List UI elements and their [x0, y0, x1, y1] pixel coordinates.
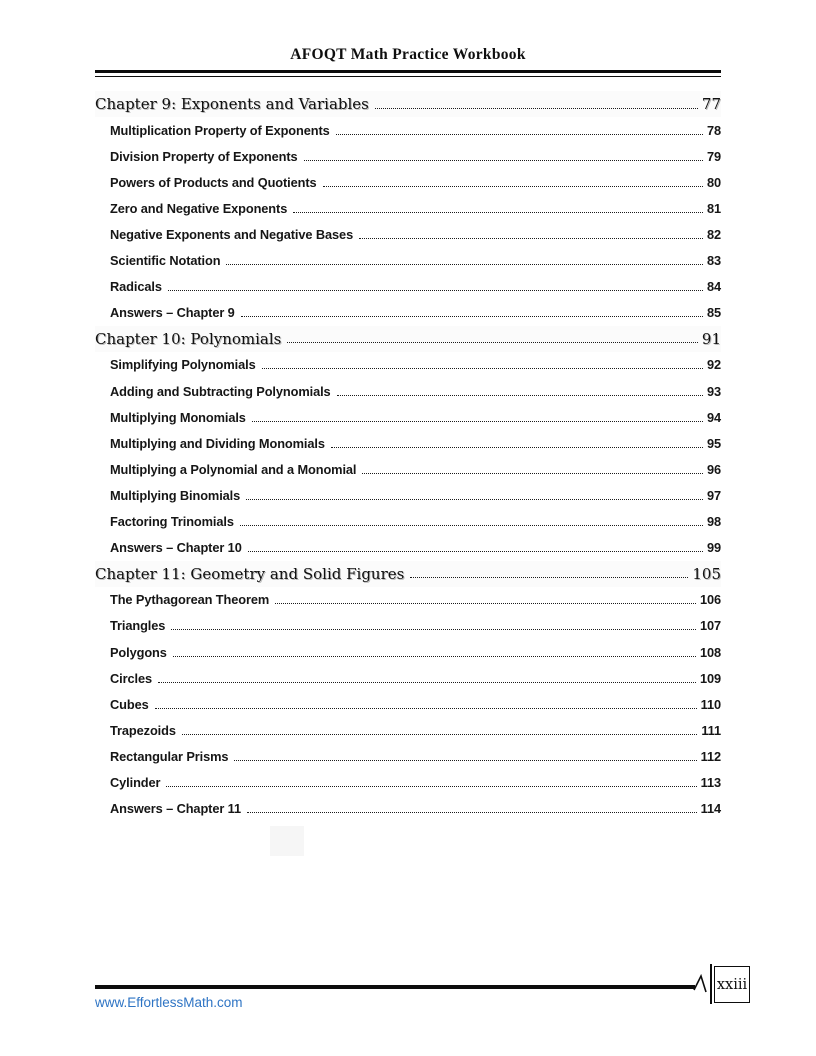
- toc-page-number: 80: [706, 174, 721, 190]
- toc-entry-label: Multiplication Property of Exponents: [110, 122, 330, 138]
- header-double-rule: [95, 70, 721, 77]
- toc-chapter-row[interactable]: [95, 326, 721, 352]
- toc-page-number: 105: [692, 564, 721, 583]
- toc-page-number: 84: [706, 279, 721, 295]
- toc-entry-row[interactable]: [95, 456, 721, 482]
- toc-entry-row[interactable]: [95, 378, 721, 404]
- toc-entry-row[interactable]: [95, 169, 721, 195]
- dot-leader: [248, 551, 703, 552]
- toc-entry-row[interactable]: [95, 691, 721, 717]
- toc-entry-row[interactable]: [95, 717, 721, 743]
- toc-entry-row[interactable]: [95, 248, 721, 274]
- toc-page-number: 93: [706, 383, 721, 399]
- toc-entry-row[interactable]: [95, 117, 721, 143]
- toc-page-number: 94: [706, 409, 721, 425]
- toc-entry-row[interactable]: [95, 274, 721, 300]
- scan-artifact: [270, 826, 304, 856]
- toc-page-number: 114: [700, 801, 721, 817]
- toc-entry-label: Multiplying Binomials: [110, 487, 241, 503]
- toc-entry-row[interactable]: [95, 143, 721, 169]
- toc-page-number: 109: [699, 670, 721, 686]
- toc-page-number: 106: [699, 592, 721, 608]
- toc-page-number: 107: [699, 618, 721, 634]
- toc-entry-label: Cubes: [110, 696, 149, 712]
- dot-leader: [173, 656, 696, 657]
- toc-page-number: 81: [706, 200, 721, 216]
- toc-entry-label: Zero and Negative Exponents: [110, 200, 288, 216]
- toc-page-number: 83: [706, 253, 721, 269]
- dot-leader: [252, 421, 703, 422]
- dot-leader: [155, 708, 697, 709]
- toc-chapter-row[interactable]: [95, 561, 721, 587]
- toc-entry-row[interactable]: [95, 352, 721, 378]
- dot-leader: [359, 238, 703, 239]
- document-header-title: AFOQT Math Practice Workbook: [290, 46, 526, 63]
- dot-leader: [287, 342, 698, 343]
- toc-page-number: 85: [706, 305, 721, 321]
- toc-entry-label: Simplifying Polynomials: [110, 357, 256, 373]
- dot-leader: [362, 473, 703, 474]
- toc-page-number: 82: [706, 227, 721, 243]
- page-number: xxiii: [716, 976, 748, 993]
- toc-entry-label: Answers – Chapter 9: [110, 305, 235, 321]
- toc-chapter-title: Chapter 10: Polynomials: [95, 329, 282, 348]
- toc-entry-row[interactable]: [95, 300, 721, 326]
- dot-leader: [304, 160, 703, 161]
- dot-leader: [246, 499, 703, 500]
- toc-entry-label: Cylinder: [110, 774, 161, 790]
- dot-leader: [226, 264, 703, 265]
- dot-leader: [168, 290, 703, 291]
- dot-leader: [166, 786, 696, 787]
- dot-leader: [323, 186, 703, 187]
- toc-page-number: 108: [699, 644, 721, 660]
- toc-entry-label: Answers – Chapter 10: [110, 540, 242, 556]
- toc-entry-row[interactable]: [95, 796, 721, 822]
- dot-leader: [241, 316, 703, 317]
- toc-entry-label: Answers – Chapter 11: [110, 801, 242, 817]
- dot-leader: [247, 812, 697, 813]
- toc-entry-row[interactable]: [95, 587, 721, 613]
- toc-entry-row[interactable]: [95, 509, 721, 535]
- dot-leader: [262, 368, 703, 369]
- toc-page-number: 110: [700, 696, 721, 712]
- footer-flourish-icon: [693, 970, 715, 996]
- website-link[interactable]: www.EffortlessMath.com: [95, 995, 243, 1010]
- toc-entry-label: Powers of Products and Quotients: [110, 174, 317, 190]
- toc-entry-row[interactable]: [95, 665, 721, 691]
- toc-page-number: 112: [700, 748, 721, 764]
- toc-page-number: 111: [701, 722, 721, 738]
- toc-entry-row[interactable]: [95, 613, 721, 639]
- toc-page-number: 77: [701, 95, 721, 114]
- toc-entry-label: Scientific Notation: [110, 253, 221, 269]
- toc-entry-row[interactable]: [95, 430, 721, 456]
- toc-page-number: 95: [706, 435, 721, 451]
- toc-entry-label: Division Property of Exponents: [110, 148, 298, 164]
- dot-leader: [331, 447, 703, 448]
- toc-entry-label: Circles: [110, 670, 152, 686]
- table-of-contents: [95, 91, 721, 822]
- toc-entry-label: Multiplying and Dividing Monomials: [110, 435, 325, 451]
- toc-entry-label: Triangles: [110, 618, 166, 634]
- dot-leader: [158, 682, 696, 683]
- dot-leader: [240, 525, 703, 526]
- toc-entry-row[interactable]: [95, 743, 721, 769]
- toc-page-number: 91: [701, 329, 721, 348]
- toc-page-number: 113: [700, 774, 721, 790]
- page-number-box: [714, 966, 750, 1003]
- dot-leader: [336, 134, 703, 135]
- toc-page-number: 78: [706, 122, 721, 138]
- dot-leader: [234, 760, 696, 761]
- toc-entry-row[interactable]: [95, 482, 721, 508]
- toc-entry-row[interactable]: [95, 221, 721, 247]
- toc-chapter-title: Chapter 9: Exponents and Variables: [95, 95, 369, 114]
- toc-page-number: 97: [706, 487, 721, 503]
- toc-page-number: 98: [706, 514, 721, 530]
- toc-entry-row[interactable]: [95, 404, 721, 430]
- toc-entry-label: Negative Exponents and Negative Bases: [110, 227, 354, 243]
- dot-leader: [171, 629, 696, 630]
- footer-vertical-bar: [710, 964, 712, 1004]
- toc-entry-label: Multiplying a Polynomial and a Monomial: [110, 461, 357, 477]
- toc-entry-label: Adding and Subtracting Polynomials: [110, 383, 331, 399]
- toc-entry-row[interactable]: [95, 769, 721, 795]
- dot-leader: [293, 212, 703, 213]
- toc-chapter-title: Chapter 11: Geometry and Solid Figures: [95, 564, 405, 583]
- toc-entry-label: Rectangular Prisms: [110, 748, 229, 764]
- toc-entry-label: Multiplying Monomials: [110, 409, 246, 425]
- toc-entry-label: Trapezoids: [110, 722, 176, 738]
- toc-entry-label: The Pythagorean Theorem: [110, 592, 270, 608]
- toc-entry-row[interactable]: [95, 639, 721, 665]
- toc-page-number: 96: [706, 461, 721, 477]
- dot-leader: [337, 395, 703, 396]
- dot-leader: [375, 108, 698, 109]
- toc-entry-label: Radicals: [110, 279, 162, 295]
- toc-page-number: 99: [706, 540, 721, 556]
- toc-entry-row[interactable]: [95, 195, 721, 221]
- dot-leader: [275, 603, 696, 604]
- dot-leader: [410, 577, 688, 578]
- toc-chapter-row[interactable]: [95, 91, 721, 117]
- toc-page-number: 79: [706, 148, 721, 164]
- toc-entry-label: Polygons: [110, 644, 167, 660]
- toc-page-number: 92: [706, 357, 721, 373]
- footer-rule: [95, 985, 695, 989]
- toc-entry-label: Factoring Trinomials: [110, 514, 234, 530]
- toc-entry-row[interactable]: [95, 535, 721, 561]
- dot-leader: [182, 734, 698, 735]
